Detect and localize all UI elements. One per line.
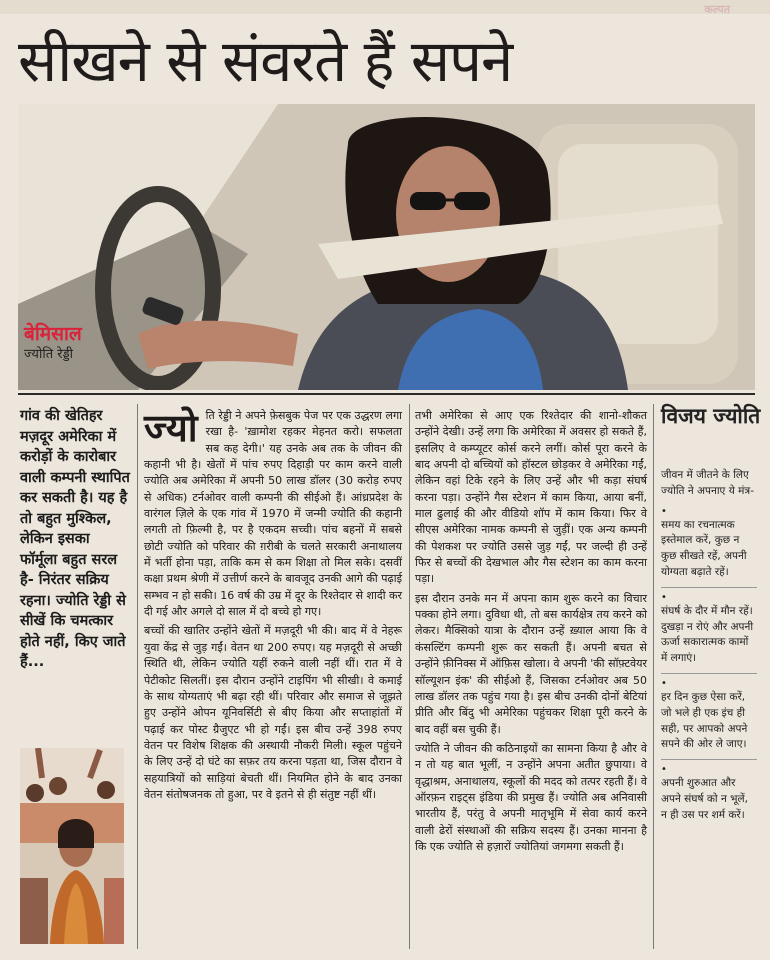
article-paragraph: इस दौरान उनके मन में अपना काम शुरू करने का विचार पक्का होने लगा। दुविधा थी, तो बस कार्यक्षेत्र तय करने को लेकर। मैक्सिको यात्रा के दौरान उन्हें ख़्याल आया कि वे कंसल्टिंग कम्पनी शुरू कर सकती हैं। अपनी बचत से उन्होंने फ़ीनिक्स में ऑफ़िस खोला। वे अपनी 'की सॉफ़्टवेयर सॉल्यूशन इंक' की सीईओ हैं, जिसका टर्नओवर अब 50 लाख डॉलर तक पहुंच गया है। इस बीच उनकी दोनों बेटियां प्रीति और बिंदु भी अमेरिका पहुंचकर शिक्षा पूरी करने के बाद वहीं बस चुकी हैं। <box>415 591 647 736</box>
tip-separator <box>661 587 757 588</box>
column-divider-1 <box>137 404 138 949</box>
box-title: विजय ज्योति <box>661 404 761 428</box>
tip-item <box>661 678 757 753</box>
tip-item <box>661 592 757 667</box>
article-column-1 <box>144 405 402 806</box>
top-strip <box>0 0 770 14</box>
bullet-icon: • <box>661 677 667 689</box>
article-paragraph: ज्योति ने जीवन की कठिनाइयों का सामना किया है और वे न तो यह बात भूलीं, न उन्होंने अपना अतीत छुपाया। वे वृद्धाश्रम, अनाथालय, स्कूलों की मदद को तत्पर रहती हैं। वे ऑरफ़न राइट्स इंडिया की प्रमुख हैं। ज्योति अब अनिवासी भारतीय हैं, परंतु वे अपनी मातृभूमि में सेवा कार्य करने वाली ढेरों संस्थाओं की सक्रिय सदस्य हैं। उनका मानना है कि एक ज्योति से हज़ारों ज्योतियां जगमगा सकती हैं। <box>415 741 647 853</box>
tips-box <box>661 468 757 830</box>
section-rule <box>18 393 755 395</box>
tip-text: संघर्ष के दौर में मौन रहें। दुखड़ा न रोएं और अपनी ऊर्जा सकारात्मक कामों में लगाएं। <box>661 604 754 665</box>
sidebar-intro: गांव की खेतिहर मज़दूर अमेरिका में करोड़ों के कारोबार वाली कम्पनी स्थापित कर सकती है। यह है तो बहुत मुश्किल, लेकिन इसका फॉर्मूला बहुत सरल है- निरंतर सक्रिय रहना। ज्योति रेड्डी से सीखें कि चमत्कार होते नहीं, किए जाते हैं... <box>20 408 130 670</box>
top-strip-fragment: कल्पत <box>704 3 730 16</box>
article-paragraph: ति रेड्डी ने अपने फ़ेसबुक पेज पर एक उद्धरण लगा रखा है- 'ख़ामोश रहकर मेहनत करो। सफलता सब कह देगी।' यह उनके अब तक के जीवन की कहानी भी है। खेतों में पांच रुपए दिहाड़ी पर काम करने वाली ज्योति अब अमेरिका में अपनी 50 लाख डॉलर (30 करोड़ रुपए से अधिक) टर्नओवर वाली कम्पनी की सीईओ हैं। आंध्रप्रदेश के वारंगल ज़िले के एक गांव में 1970 में जन्मी ज्योति की कहानी लगती तो फ़िल्मी है, पर है एकदम सच्ची। पांच बहनों में सबसे छोटी ज्योति को परिवार की ग़रीबी के चलते सरकारी अनाथालय में भर्ती होना पड़ा, ताकि कम से कम शिक्षा तो मिल सके। दसवीं कक्षा प्रथम श्रेणी में उत्तीर्ण करने के बावजूद उनकी आगे की पढ़ाई सम्भव न हो सकी। 16 वर्ष की उम्र में दूर के रिश्तेदार से शादी कर दी गई और अगले दो साल में दो बच्चे हो गए। <box>144 409 402 619</box>
box-intro: जीवन में जीतने के लिए ज्योति ने अपनाए ये मंत्र- <box>661 469 754 497</box>
tip-separator <box>661 673 757 674</box>
crowd-photo-illustration <box>20 748 124 944</box>
tip-separator <box>661 759 757 760</box>
caption-name: ज्योति रेड्डी <box>24 347 73 362</box>
tip-item <box>661 764 757 823</box>
headline: सीखने से संवरते हैं सपने <box>18 27 513 95</box>
sidebar-photo <box>20 748 124 944</box>
article-paragraph: तभी अमेरिका से आए एक रिश्तेदार की शानो-शौकत उन्होंने देखी। उन्हें लगा कि अमेरिका में अवसर हो सकते हैं, इसलिए वे कम्प्यूटर कोर्स करने लगीं। कोर्स पूरा करने के बाद अपनी दो बच्चियों को हॉस्टल छोड़कर वे अमेरिका गईं, लेकिन वहां टिके रहने के लिए उन्हें और भी कड़ा संघर्ष करना पड़ा। उन्होंने गैस स्टेशन में काम किया, आया बनीं, माल ढुलाई की और वीडियो शॉप में काम किया। फिर वे सीएस अमेरिका नामक कम्पनी से जुड़ीं। एक अन्य कम्पनी की पेशकश पर ज्योति उससे जुड़ गईं, पर जल्दी ही उन्हें फिर से बच्चों की देखभाल और गैस स्टेशन का काम करना पड़ा। <box>415 409 647 586</box>
bullet-icon: • <box>661 591 667 603</box>
tip-text: समय का रचनात्मक इस्तेमाल करें, कुछ न कुछ सीखते रहें, अपनी योग्यता बढ़ाते रहें। <box>661 518 747 578</box>
caption-tag: बेमिसाल <box>24 323 82 345</box>
article-column-2 <box>415 408 647 858</box>
dropcap: ज्यो <box>144 405 198 450</box>
column-divider-2 <box>409 404 410 949</box>
column-divider-3 <box>653 404 654 949</box>
bullet-icon: • <box>661 764 667 776</box>
tip-text: हर दिन कुछ ऐसा करें, जो भले ही एक इंच ही सही, पर आपको अपने सपने की ओर ले जाए। <box>661 690 748 751</box>
photo-caption <box>24 322 144 364</box>
tip-text: अपनी शुरुआत और अपने संघर्ष को न भूलें, न ही उस पर शर्म करें। <box>661 777 748 821</box>
tip-item <box>661 506 757 581</box>
article-paragraph: बच्चों की खातिर उन्होंने खेतों में मज़दूरी भी की। बाद में वे नेहरू युवा केंद्र से जुड़ गईं। वेतन था 200 रुपए। यह मज़दूरी से अच्छी स्थिति थी, लेकिन ज्योति यहीं रुकने वाली नहीं थीं। रात में वे पेटीकोट सिलतीं। इस दौरान उन्होंने टाइपिंग भी सीखी। वे कमाई के साथ योग्यताएं भी बढ़ा रही थीं। परिवार और समाज से जूझते हुए उन्होंने ओपन यूनिवर्सिटी से बीए किया और सप्ताहांतों में पढ़ाई कर पोस्ट ग्रैजुएट भी हो गईं। इस बीच उन्हें 398 रुपए वेतन पर विशेष शिक्षक की अस्थायी नौकरी मिली। स्कूल पहुंचने के लिए उन्हें दो घंटे का सफ़र तय करना पड़ता था, जिस दौरान वे सहयात्रियों को साड़ियां बेचती थीं। नियमित होने के बाद उनका वेतन संतोषजनक तो हुआ, पर वे इतने से ही संतुष्ट नहीं थीं। <box>144 624 402 801</box>
bullet-icon: • <box>661 505 667 517</box>
